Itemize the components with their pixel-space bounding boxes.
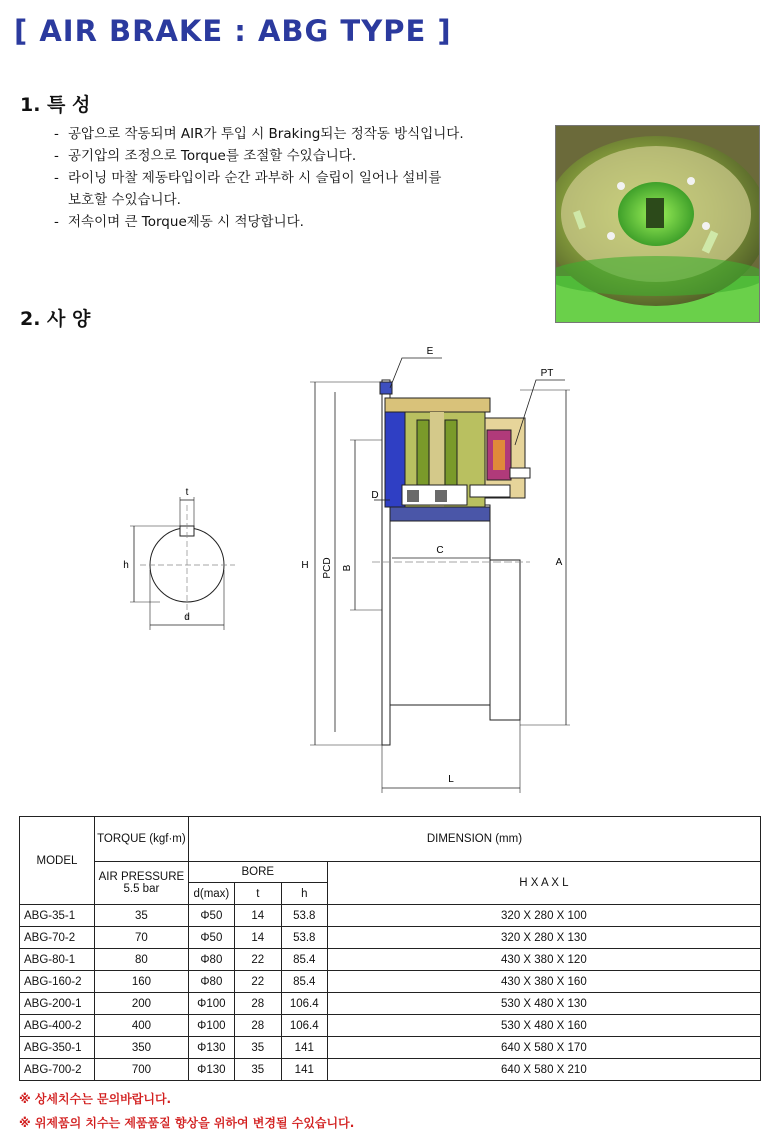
- section-features-heading: 1. 특 성: [20, 94, 91, 116]
- t-cell: 28: [234, 1015, 281, 1037]
- h-cell: 141: [281, 1059, 327, 1081]
- dimension-cell: 320 X 280 X 130: [327, 927, 760, 949]
- notes: [19, 1087, 354, 1135]
- dimension-cell: 320 X 280 X 100: [327, 905, 760, 927]
- d-cell: Φ100: [188, 993, 234, 1015]
- table-row: [20, 1015, 761, 1037]
- dimension-cell: 430 X 380 X 120: [327, 949, 760, 971]
- d-cell: Φ130: [188, 1059, 234, 1081]
- h-cell: 106.4: [281, 1015, 327, 1037]
- product-photo: [555, 125, 760, 323]
- model-cell: ABG-70-2: [20, 927, 95, 949]
- table-row: [20, 993, 761, 1015]
- table-row: [20, 905, 761, 927]
- t-cell: 14: [234, 905, 281, 927]
- features-list: [54, 123, 554, 233]
- page-title: [ AIR BRAKE : ABG TYPE ]: [14, 14, 452, 48]
- model-cell: ABG-700-2: [20, 1059, 95, 1081]
- feature-item: - 공압으로 작동되며 AIR가 투입 시 Braking되는 정작동 방식입니다.: [54, 123, 554, 145]
- note-item: ※ 위제품의 치수는 제품품질 향상을 위하여 변경될 수있습니다.: [19, 1116, 355, 1130]
- shaft-section: [130, 497, 235, 630]
- dimension-cell: 640 X 580 X 210: [327, 1059, 760, 1081]
- h-cell: 53.8: [281, 927, 327, 949]
- feature-item: - 저속이며 큰 Torque제동 시 적당합니다.: [54, 211, 554, 233]
- note-item: ※ 상세치수는 문의바랍니다.: [19, 1092, 172, 1106]
- d-cell: Φ80: [188, 949, 234, 971]
- dimension-cell: 430 X 380 X 160: [327, 971, 760, 993]
- spec-table: [19, 816, 761, 1081]
- torque-cell: 700: [94, 1059, 188, 1081]
- dimension-cell: 530 X 480 X 160: [327, 1015, 760, 1037]
- label-E: E: [426, 346, 434, 357]
- feature-item: - 공기압의 조정으로 Torque를 조절할 수있습니다.: [54, 145, 554, 167]
- torque-cell: 350: [94, 1037, 188, 1059]
- air-pressure-header: [94, 862, 188, 905]
- feature-item-continuation: 보호할 수있습니다.: [68, 192, 181, 208]
- table-row: [20, 971, 761, 993]
- t-cell: 28: [234, 993, 281, 1015]
- torque-cell: 400: [94, 1015, 188, 1037]
- torque-cell: 70: [94, 927, 188, 949]
- label-PT: PT: [540, 368, 554, 379]
- label-PCD: PCD: [322, 557, 333, 579]
- h-header: h: [281, 883, 327, 905]
- label-H: H: [301, 560, 309, 571]
- torque-cell: 160: [94, 971, 188, 993]
- h-cell: 85.4: [281, 971, 327, 993]
- h-cell: 53.8: [281, 905, 327, 927]
- table-row: [20, 949, 761, 971]
- model-cell: ABG-35-1: [20, 905, 95, 927]
- technical-drawing-svg: [110, 340, 710, 800]
- table-row: [20, 1059, 761, 1081]
- dimension-header: DIMENSION (mm): [188, 817, 760, 862]
- model-cell: ABG-400-2: [20, 1015, 95, 1037]
- model-cell: ABG-350-1: [20, 1037, 95, 1059]
- label-h: h: [123, 560, 129, 571]
- d-cell: Φ130: [188, 1037, 234, 1059]
- t-cell: 35: [234, 1059, 281, 1081]
- h-cell: 141: [281, 1037, 327, 1059]
- section-spec-heading: 2. 사 양: [20, 308, 91, 330]
- d-cell: Φ50: [188, 927, 234, 949]
- hxaxl-header: H X A X L: [327, 862, 760, 905]
- t-cell: 14: [234, 927, 281, 949]
- product-photo-illustration: [556, 126, 759, 322]
- d-cell: Φ80: [188, 971, 234, 993]
- bore-header: BORE: [188, 862, 327, 883]
- d-max-header: d(max): [188, 883, 234, 905]
- model-header: MODEL: [20, 817, 95, 905]
- d-cell: Φ100: [188, 1015, 234, 1037]
- torque-cell: 35: [94, 905, 188, 927]
- label-d: d: [184, 612, 190, 623]
- label-D: D: [371, 490, 379, 501]
- model-cell: ABG-160-2: [20, 971, 95, 993]
- model-cell: ABG-80-1: [20, 949, 95, 971]
- torque-cell: 200: [94, 993, 188, 1015]
- torque-header: TORQUE (kgf·m): [94, 817, 188, 862]
- technical-drawing: [110, 340, 710, 800]
- label-C: C: [436, 545, 444, 556]
- label-L: L: [448, 774, 454, 785]
- feature-item: - 라이닝 마찰 제동타입이라 순간 과부하 시 슬립이 일어나 설비를: [54, 167, 554, 189]
- label-A: A: [555, 557, 563, 568]
- h-cell: 85.4: [281, 949, 327, 971]
- d-cell: Φ50: [188, 905, 234, 927]
- t-cell: 35: [234, 1037, 281, 1059]
- label-B: B: [342, 564, 353, 572]
- air-pressure-label: AIR PRESSURE: [98, 871, 185, 883]
- dimension-cell: 530 X 480 X 130: [327, 993, 760, 1015]
- table-row: [20, 927, 761, 949]
- model-cell: ABG-200-1: [20, 993, 95, 1015]
- torque-cell: 80: [94, 949, 188, 971]
- dimension-cell: 640 X 580 X 170: [327, 1037, 760, 1059]
- h-cell: 106.4: [281, 993, 327, 1015]
- t-cell: 22: [234, 949, 281, 971]
- t-header: t: [234, 883, 281, 905]
- table-row: [20, 1037, 761, 1059]
- air-pressure-value: 5.5 bar: [123, 883, 160, 895]
- brake-assembly: [372, 380, 530, 745]
- t-cell: 22: [234, 971, 281, 993]
- label-t: t: [185, 487, 189, 498]
